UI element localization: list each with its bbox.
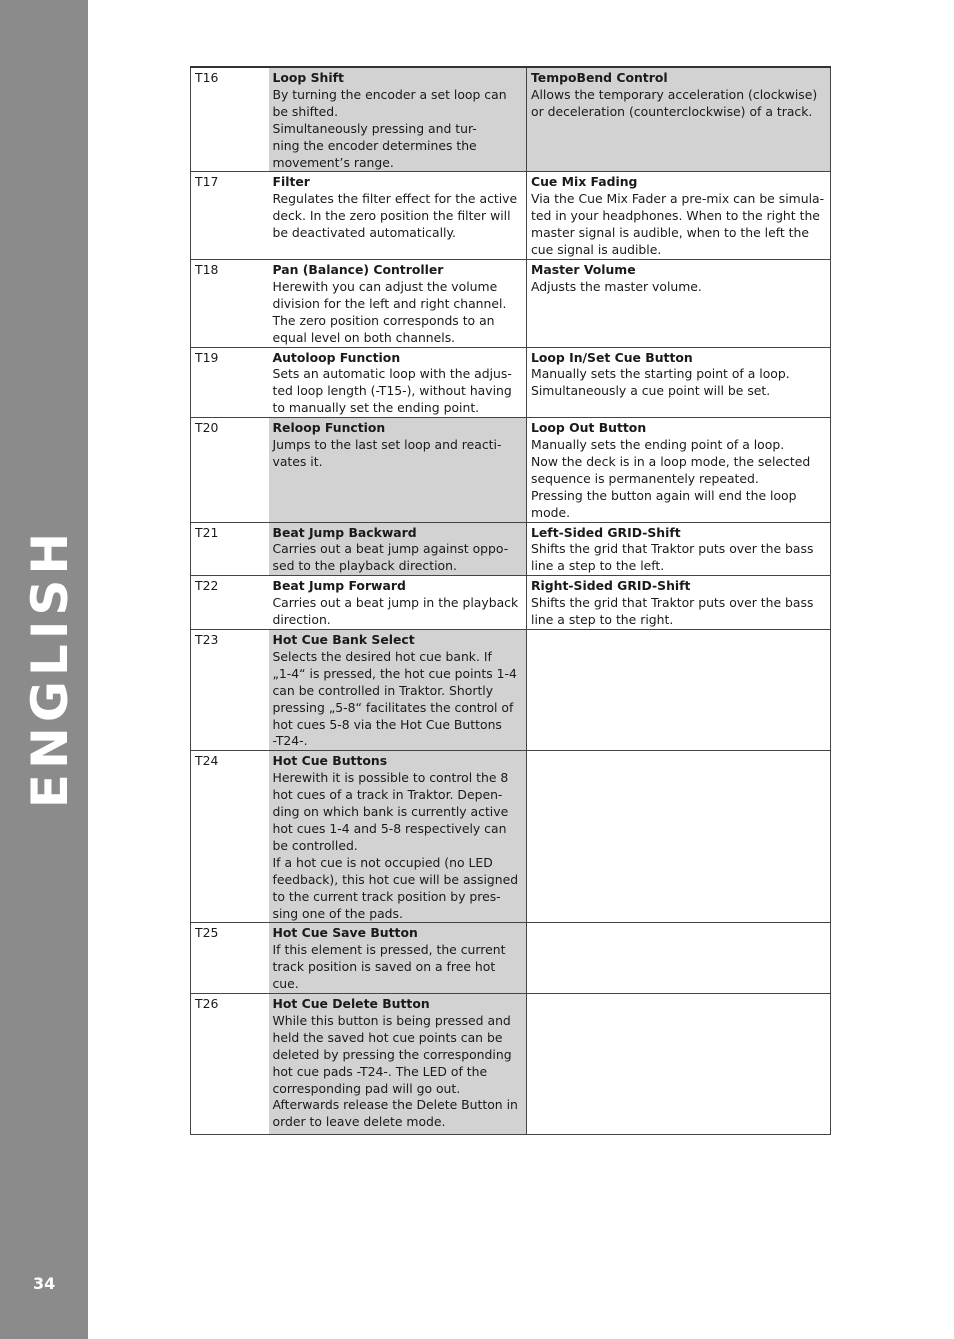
control-title: Hot Cue Bank Select bbox=[272, 632, 415, 647]
language-sidebar bbox=[0, 0, 88, 1339]
control-description-cell bbox=[269, 522, 527, 576]
control-code: T26 bbox=[191, 994, 269, 1135]
control-description-cell bbox=[269, 259, 527, 347]
control-title: Hot Cue Save Button bbox=[272, 925, 418, 941]
control-description-cell bbox=[527, 576, 831, 630]
control-description: While this button is being pressed and held the saved hot cue points can be deleted by pressing the corresponding hot cue pads -T24-. The LED of the corresponding pad will go out. Afterwards release the Delete Button in order to leave delete mode. bbox=[272, 1012, 518, 1130]
table-row bbox=[191, 418, 831, 522]
control-title: Master Volume bbox=[531, 261, 636, 277]
control-description-cell bbox=[527, 751, 831, 923]
control-title: Autoloop Function bbox=[272, 349, 401, 365]
control-title: Cue Mix Fading bbox=[531, 174, 638, 190]
table-row bbox=[191, 576, 831, 630]
table-row bbox=[191, 630, 831, 751]
control-description: Jumps to the last set loop and reacti- vates it. bbox=[272, 437, 502, 469]
control-description: Allows the temporary acceleration (clockwise) or deceleration (counterclockwise) of a track. bbox=[531, 86, 818, 119]
table-row bbox=[191, 347, 831, 418]
control-description-cell bbox=[527, 172, 831, 260]
control-title: Filter bbox=[272, 174, 310, 190]
control-title: Loop Out Button bbox=[531, 420, 647, 436]
control-code: T24 bbox=[191, 751, 269, 923]
table-row bbox=[191, 172, 831, 260]
control-description: Manually sets the starting point of a loop. Simultaneously a cue point will be set. bbox=[531, 366, 790, 399]
control-description: By turning the encoder a set loop can be shifted. Simultaneously pressing and tur- ning the encoder determines the movement’s range. bbox=[272, 86, 507, 170]
control-title: Loop In/Set Cue Button bbox=[531, 349, 693, 365]
control-code: T22 bbox=[191, 576, 269, 630]
table-row bbox=[191, 67, 831, 172]
page-number: 34 bbox=[33, 1274, 56, 1293]
table-row bbox=[191, 923, 831, 994]
control-description: Manually sets the ending point of a loop. Now the deck is in a loop mode, the selected sequence is permanentely repeated. Pressing the button again will end the loop mode. bbox=[531, 437, 811, 520]
control-description-cell bbox=[527, 923, 831, 994]
control-description-cell bbox=[527, 259, 831, 347]
table-row bbox=[191, 994, 831, 1135]
control-code: T23 bbox=[191, 630, 269, 751]
control-description: Adjusts the master volume. bbox=[531, 278, 702, 294]
control-description-cell bbox=[269, 172, 527, 260]
control-code: T19 bbox=[191, 347, 269, 418]
control-code: T25 bbox=[191, 923, 269, 994]
control-code: T18 bbox=[191, 259, 269, 347]
table-row bbox=[191, 259, 831, 347]
controls-table bbox=[190, 66, 831, 1135]
control-description-cell bbox=[269, 923, 527, 994]
control-title: Pan (Balance) Controller bbox=[272, 261, 444, 277]
control-description-cell bbox=[269, 576, 527, 630]
control-description: Herewith it is possible to control the 8 hot cues of a track in Traktor. Depen- ding on which bank is currently active hot cues 1-4 and 5-8 respectively can be controlled. If a hot cue is not occupied (no LED feedback), this hot cue will be assigned to the current track position by pres- sing one of the pads. bbox=[272, 770, 519, 921]
language-label: ENGLISH bbox=[21, 527, 79, 809]
control-code: T16 bbox=[191, 67, 269, 172]
control-description-cell bbox=[269, 630, 527, 751]
control-description-cell bbox=[269, 67, 527, 172]
control-title: Right-Sided GRID-Shift bbox=[531, 578, 691, 594]
control-code: T17 bbox=[191, 172, 269, 260]
control-description: Herewith you can adjust the volume division for the left and right channel. The zero position corresponds to an equal level on both channels. bbox=[272, 278, 507, 345]
control-description: Shifts the grid that Traktor puts over the bass line a step to the left. bbox=[531, 541, 814, 574]
control-description: Shifts the grid that Traktor puts over the bass line a step to the right. bbox=[531, 595, 814, 628]
control-description: Carries out a beat jump against oppo- sed to the playback direction. bbox=[272, 541, 509, 574]
control-title: Hot Cue Delete Button bbox=[272, 996, 430, 1012]
control-code: T20 bbox=[191, 418, 269, 522]
control-description: Regulates the filter effect for the active deck. In the zero position the filter will be deactivated automatically. bbox=[272, 191, 518, 241]
control-description-cell bbox=[527, 347, 831, 418]
control-title: Left-Sided GRID-Shift bbox=[531, 524, 681, 540]
control-description: Sets an automatic loop with the adjus- ted loop length (-T15-), without having to manually set the ending point. bbox=[272, 366, 512, 416]
table-row bbox=[191, 522, 831, 576]
control-description-cell bbox=[527, 630, 831, 751]
control-description: Carries out a beat jump in the playback direction. bbox=[272, 595, 519, 628]
control-title: Beat Jump Forward bbox=[272, 578, 406, 594]
control-description-cell bbox=[269, 994, 527, 1135]
table-row bbox=[191, 751, 831, 923]
control-code: T21 bbox=[191, 522, 269, 576]
control-title: Loop Shift bbox=[272, 70, 344, 85]
control-title: Beat Jump Backward bbox=[272, 524, 417, 540]
control-description-cell bbox=[269, 347, 527, 418]
control-description-cell bbox=[527, 418, 831, 522]
control-description: Via the Cue Mix Fader a pre-mix can be simula- ted in your headphones. When to the right the master signal is audible, when to the left the cue signal is audible. bbox=[531, 191, 825, 258]
control-title: Hot Cue Buttons bbox=[272, 753, 388, 769]
control-description-cell bbox=[527, 522, 831, 576]
control-title: Reloop Function bbox=[272, 420, 386, 436]
control-description-cell bbox=[527, 67, 831, 172]
control-description: If this element is pressed, the current track position is saved on a free hot cue. bbox=[272, 942, 506, 992]
control-title: TempoBend Control bbox=[531, 70, 668, 85]
control-description-cell bbox=[269, 751, 527, 923]
control-description-cell bbox=[527, 994, 831, 1135]
control-description-cell bbox=[269, 418, 527, 522]
control-description: Selects the desired hot cue bank. If „1-4“ is pressed, the hot cue points 1-4 can be controlled in Traktor. Shortly pressing „5-8“ facilitates the control of hot cues 5-8 via the Hot Cue Buttons -T24-. bbox=[272, 648, 517, 749]
